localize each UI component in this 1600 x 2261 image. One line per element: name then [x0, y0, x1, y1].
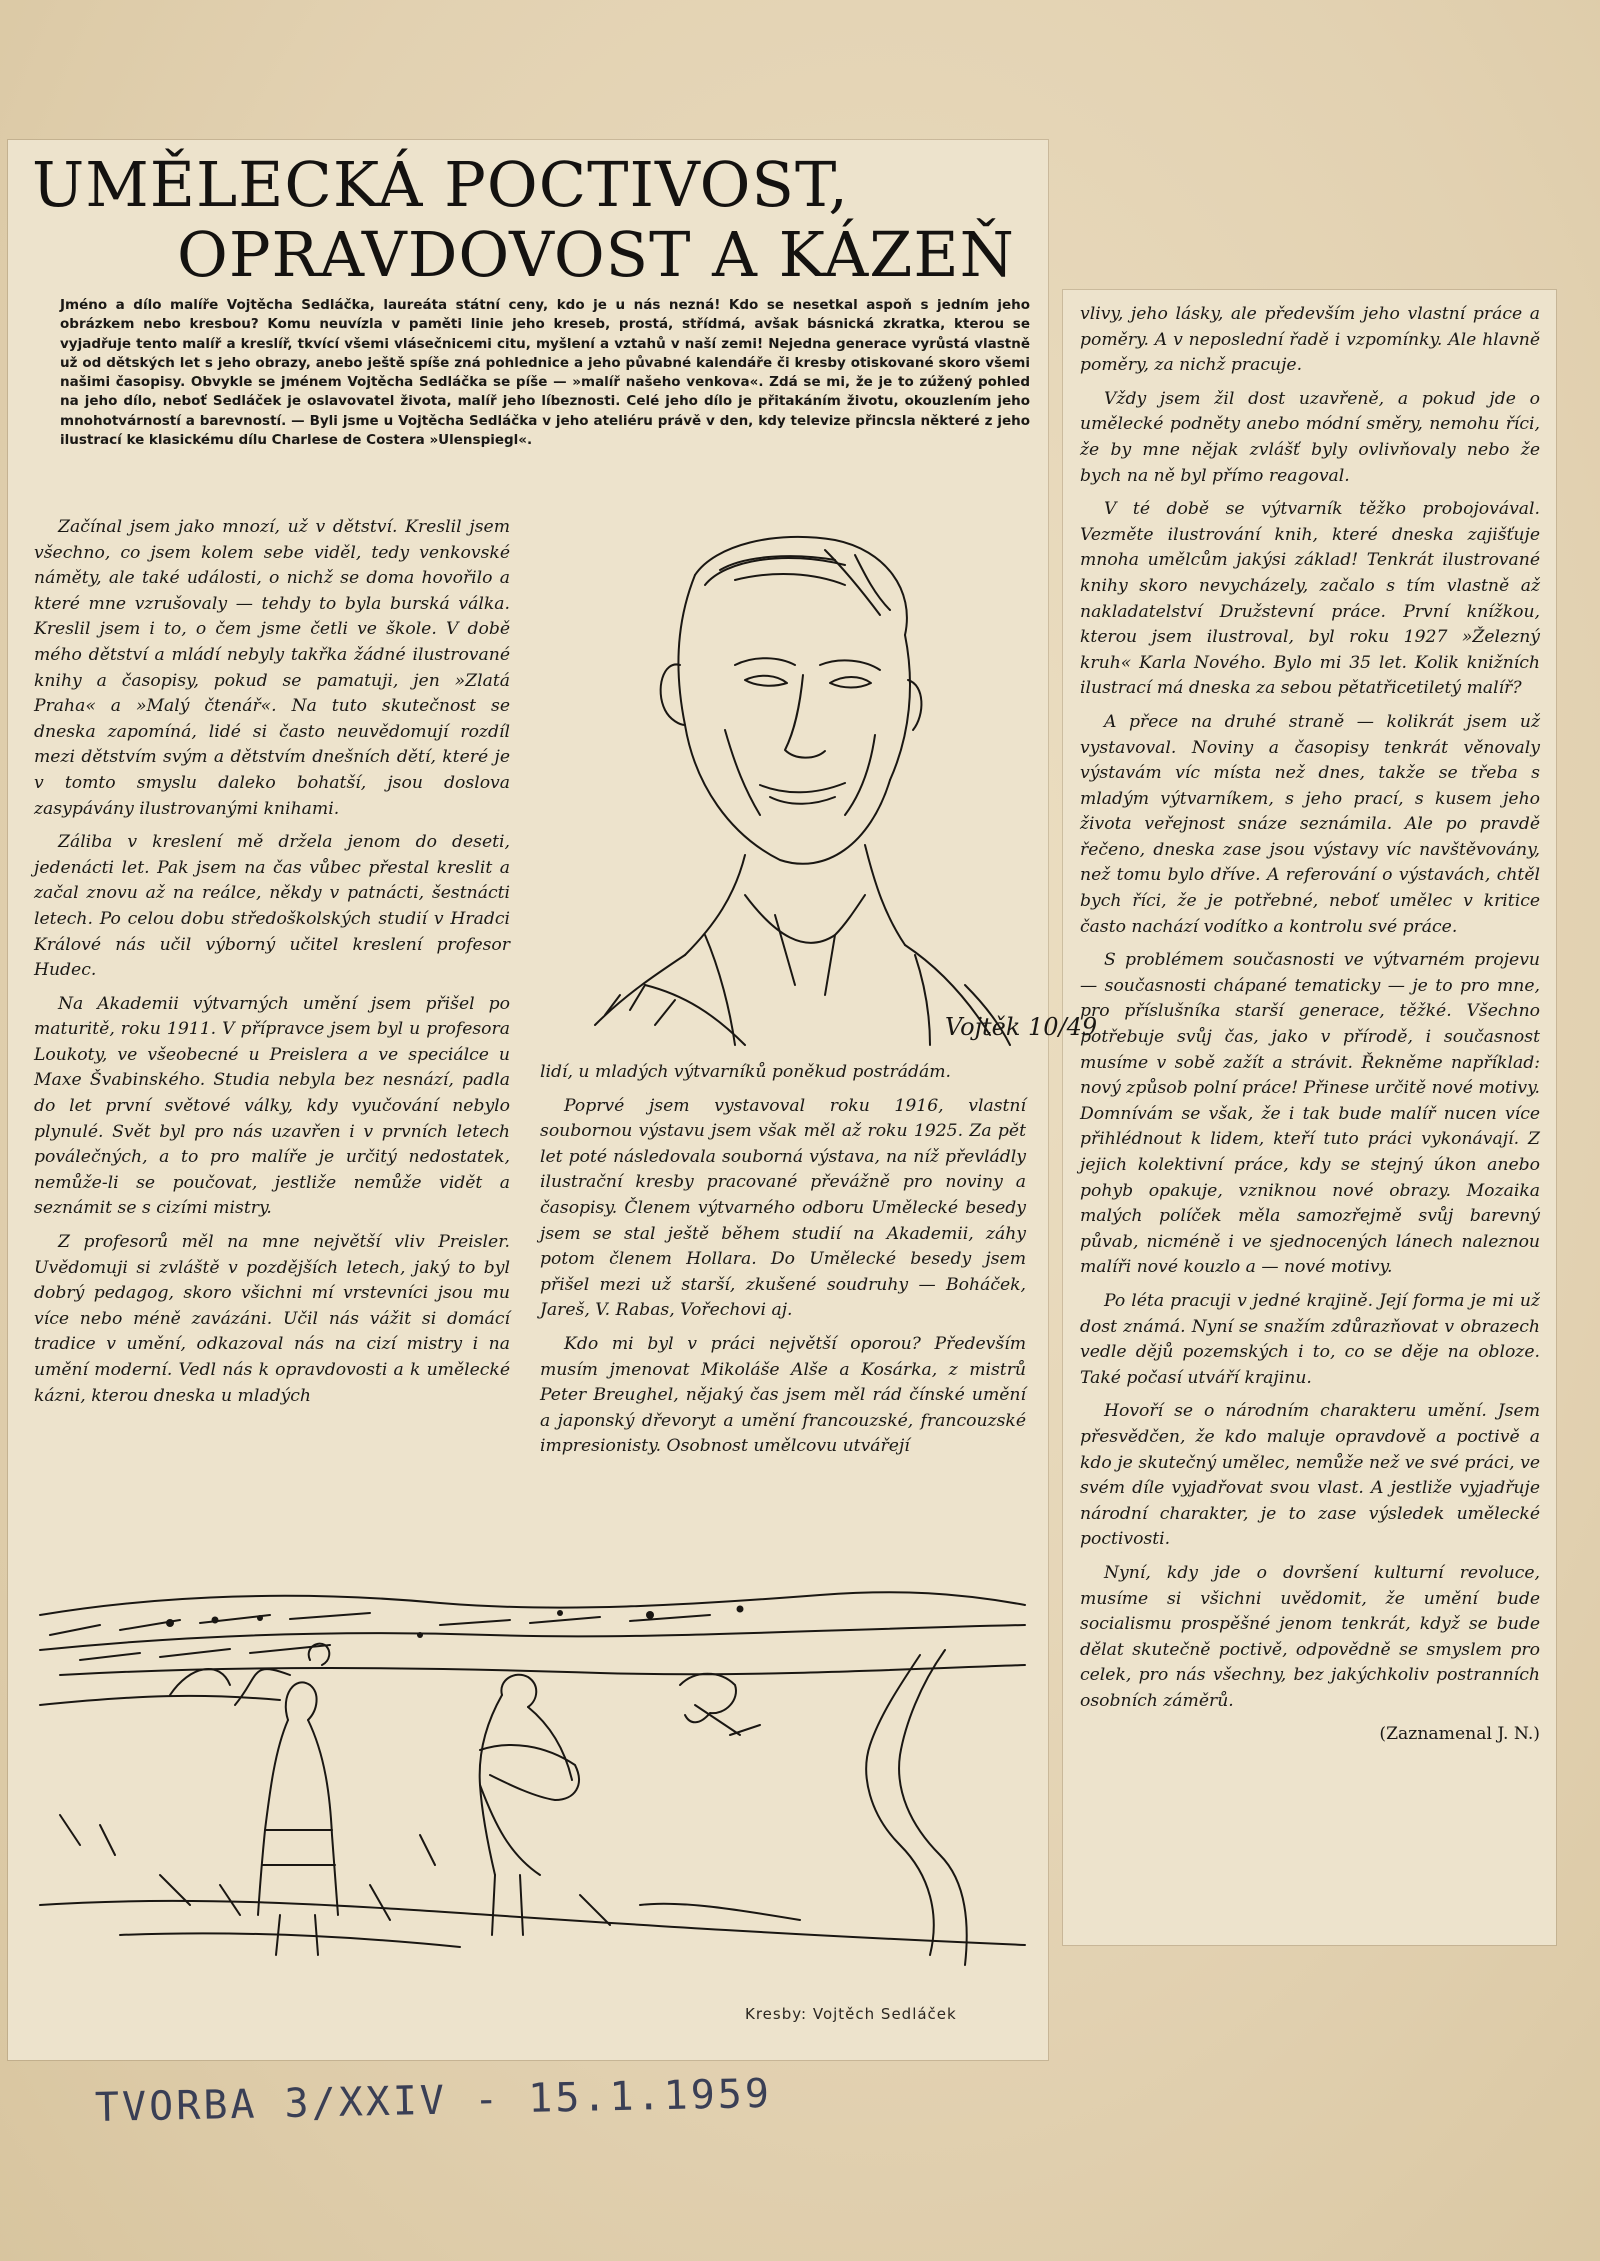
- paragraph: vlivy, jeho lásky, ale především jeho vlastní práce a poměry. A v neposlední řadě i vzpomínky. Ale hlavně poměry, za nichž pracuje.: [1080, 304, 1540, 376]
- paragraph: Vždy jsem žil dost uzavřeně, a pokud jde o umělecké podněty anebo módní směry, nemohu říci, že by mne nějak zvlášť byly ovlivňovaly nebo že bych na ně byl přímo reagoval.: [1080, 388, 1540, 486]
- paragraph: V té době se výtvarník těžko probojovával. Vezměte ilustrování knih, které dneska zajišťuje mnoha umělcům jakýsi základ! Tenkrát ilustrované knihy skoro nevycházely, začalo s tím vlastně až nakladatelství Družstevní práce. První knížkou, kterou jsem ilustroval, byl roku 1927 »Železný kruh« Karla Nového. Bylo mi 35 let. Kolik knižních ilustrací má dneska za sebou pětatřicetiletý malíř?: [1080, 499, 1540, 699]
- paragraph: Po léta pracuji v jedné krajině. Její forma je mi už dost známá. Nyní se snažím zdůrazňovat v obrazech vedle dějů pozemských i to, co se děje na obloze. Také počasí utváří krajinu.: [1080, 1290, 1540, 1388]
- paragraph: Na Akademii výtvarných umění jsem přišel po maturitě, roku 1911. V přípravce jsem byl u profesora Loukoty, ve všeobecné u Preislera a ve speciálce u Maxe Švabinského. Studia nebyla bez nesnází, padla do let první světové války, kdy vyučování nebylo plynulé. Svět byl pro nás uzavřen i v prvních letech poválečných, a to pro malíře je určitý nedostatek, nemůže-li se poučovat, jestliže nemůže vidět a seznámit se s cizími mistry.: [34, 993, 510, 1219]
- paragraph: A přece na druhé straně — kolikrát jsem už vystavoval. Noviny a časopisy tenkrát věnovaly výstavám víc místa než dnes, takže se třeba s mladým výtvarníkem, s jeho prací, s kusem jeho života veřejnost snáze seznámila. Ale po pravdě řečeno, dneska zase jsou výstavy víc navštěvovány, než tomu bylo dříve. A referování o výstavách, chtěl bych říci, že je potřebné, neboť umělec v kritice často nachází vodítko a kontrolu své práce.: [1080, 711, 1540, 937]
- paragraph: Poprvé jsem vystavoval roku 1916, vlastní soubornou výstavu jsem však měl až roku 1925. Za pět let poté následovala souborná výstava, na níž převládly ilustrační kresby pracované převážně pro noviny a časopisy. Členem výtvarného odboru Umělecké besedy jsem se stal ještě během studií na Akademii, záhy potom členem Hollara. Do Umělecké besedy jsem přišel mezi už starší, zkušené soudruhy — Boháček, Jareš, V. Rabas, Vořechovi aj.: [540, 1095, 1026, 1321]
- paragraph: Z profesorů měl na mne největší vliv Preisler. Uvědomuji si zvláště v pozdějších letech, jaký to byl dobrý pedagog, skoro všichni mí vrstevníci jsou mu více nebo méně zavázáni. Učil nás vážit si domácí tradice v umění, odkazoval nás na cizí mistry i na umění moderní. Vedl nás k opravdovosti a k umělecké kázni, kterou dneska u mladých: [34, 1232, 510, 1406]
- paragraph: Hovoří se o národním charakteru umění. Jsem přesvědčen, že kdo maluje opravdově a poctivě a kdo je skutečný umělec, nemůže než ve své práci, ve svém díle vyjadřovat svou vlast. A jestliže vyjadřuje národní charakter, je to zase výsledek umělecké poctivosti.: [1080, 1401, 1540, 1550]
- paragraph: S problémem současnosti ve výtvarném projevu — současnosti chápané tematicky — je to pro mne, pro příslušníka starší generace, těžké. Všechno potřebuje svůj čas, jako v přírodě, i současnost musíme v sobě zažít a strávit. Řekněme například: nový způsob polní práce! Přinese určitě nové motivy. Domnívám se však, že i tak bude malíř nucen více přihlédnout k lidem, kteří tuto práci vykonávají. Z jejich kolektivní práce, kdy se stejný úkon anebo pohyb opakuje, vzniknou nové obrazy. Mozaika malých políček měla samozřejmě svůj barevný půvab, nicméně i ve sjednocených lánech naleznou malíři nové kouzlo a — nové motivy.: [1080, 950, 1540, 1278]
- article-signature: (Zaznamenal J. N.): [1379, 1724, 1540, 1745]
- landscape-sketch-illustration: [40, 1575, 1025, 1995]
- article-title-line2: OPRAVDOVOST A KÁZEŇ: [177, 218, 1015, 291]
- article-lead: Jméno a dílo malíře Vojtěcha Sedláčka, laureáta státní ceny, kdo je u nás nezná! Kdo se nesetkal aspoň s jedním jeho obrázkem nebo kresbou? Komu neuvízla v paměti linie jeho kreseb, prostá, střídmá, avšak básnická zkratka, kterou se vyjadřuje tento malíř a kreslíř, tkvící všemi vlásečnicemi citu, myšlení a vztahů v naší zemi! Nejedna generace vyrůstá vlastně už od dětských let s jeho obrazy, anebo ještě spíše zná pohlednice a jeho půvabné kalendáře či kresby otiskované skoro všemi našimi časopisy. Obvykle se jménem Vojtěcha Sedláčka se píše — »malíř našeho venkova«. Zdá se mi, že je to zúžený pohled na jeho dílo, neboť Sedláček je oslavovatel života, malíř jeho líbeznosti. Celé jeho dílo je přitakáním životu, okouzlením jeho mnohotvárností a barevností. — Byli jsme u Vojtěcha Sedláčka v jeho ateliéru právě v den, kdy televize přincsla některé z jeho ilustrací ke klasickému dílu Charlese de Costera »Ulenspiegl«.: [60, 297, 1030, 449]
- article-title: [20, 150, 1030, 290]
- article-title-line1: UMĚLECKÁ POCTIVOST,: [32, 148, 849, 221]
- paragraph: Záliba v kreslení mě držela jenom do deseti, jedenácti let. Pak jsem na čas vůbec přestal kreslit a začal znovu až na reálce, někdy v patnácti, šestnácti letech. Po celou dobu středoškolských studií v Hradci Králové nás učil výborný učitel kreslení profesor Hudec.: [34, 832, 510, 981]
- paragraph: Kdo mi byl v práci největší oporou? Především musím jmenovat Mikoláše Alše a Kosárka, z mistrů Peter Breughel, nějaký čas jsem měl rád čínské umění a japonský dřevoryt a umění francouzské, francouzské impresionisty. Osobnost umělcovu utvářejí: [540, 1333, 1026, 1457]
- paragraph: Nyní, kdy jde o dovršení kulturní revoluce, musíme si všichni uvědomit, že umění bude socialismu prospěšné jenom tenkrát, když se bude dělat skutečně poctivě, odpovědně se smyslem pro celek, pro nás všechny, bez jakýchkoliv postranních osobních záměrů.: [1080, 1562, 1540, 1711]
- paragraph: lidí, u mladých výtvarníků poněkud postrádám.: [540, 1062, 951, 1082]
- portrait-artist-signature: Vojtěk 10/49: [945, 1013, 1098, 1041]
- article-column-1: [34, 515, 510, 1417]
- portrait-sketch-illustration: [545, 515, 1098, 1055]
- handwritten-source-note: TVORBA 3/XXIV - 15.1.1959: [94, 2070, 773, 2131]
- article-column-2: [540, 1060, 1026, 1468]
- paragraph: Začínal jsem jako mnozí, už v dětství. Kreslil jsem všechno, co jsem kolem sebe viděl, tedy venkovské náměty, ale také události, o nichž se doma hovořilo a které mne vzrušovaly — tehdy to byla burská válka. Kreslil jsem i to, o čem jsme četli ve škole. V době mého dětství a mládí nebyly takřka žádné ilustrované knihy a časopisy, pokud se pamatuji, jen »Zlatá Praha« a »Malý čtenář«. Na tuto skutečnost se dneska zapomíná, lidé si často neuvědomují rozdíl mezi dětstvím svým a dětstvím dnešních dětí, které je v tomto smyslu daleko bohatší, jsou doslova zasypávány ilustrovanými knihami.: [34, 517, 510, 819]
- article-column-3: [1080, 302, 1540, 1756]
- illustration-credit: Kresby: Vojtěch Sedláček: [745, 2005, 957, 2023]
